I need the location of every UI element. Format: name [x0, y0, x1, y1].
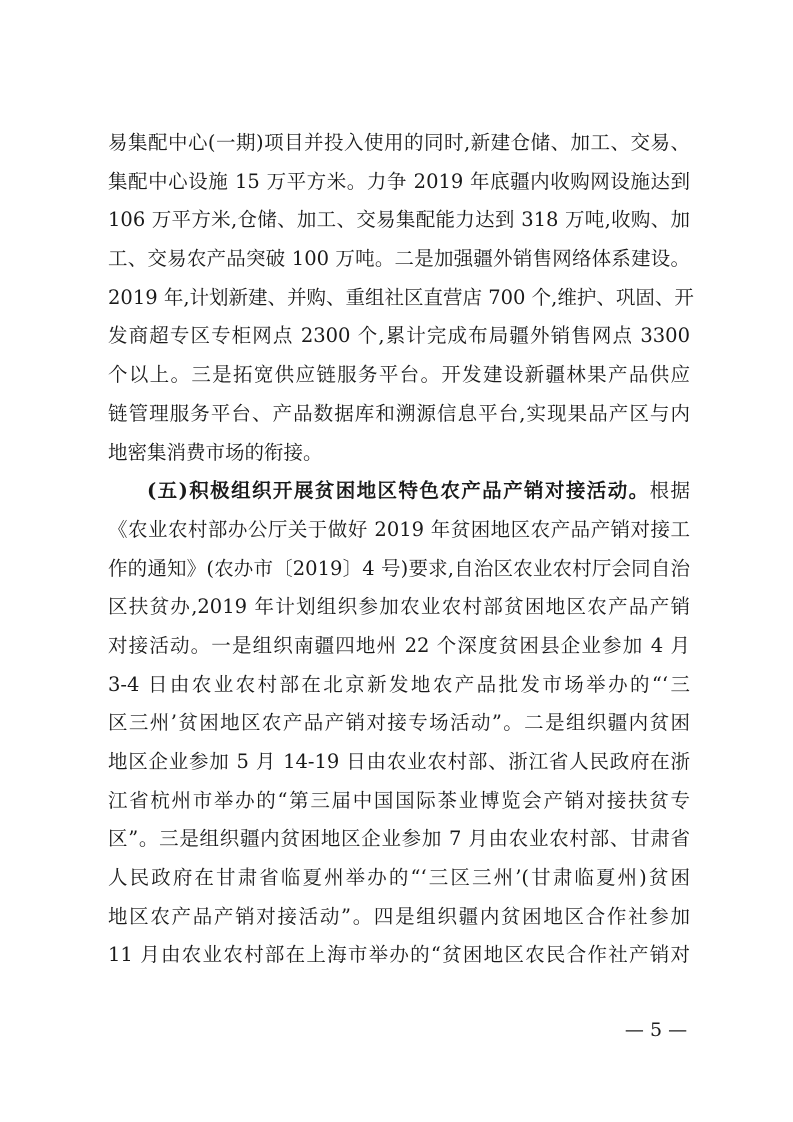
paragraph-line: 集配中心设施 15 万平方米。力争 2019 年底疆内收购网设施达到 [108, 169, 690, 193]
paragraph-line: 2019 年,计划新建、并购、重组社区直营店 700 个,维护、巩固、开 [108, 285, 694, 309]
paragraph-line: 链管理服务平台、产品数据库和溯源信息平台,实现果品产区与内 [108, 401, 690, 425]
paragraph-line: 作的通知》(农办市〔2019〕4 号)要求,自治区农业农村厅会同自治 [108, 556, 690, 580]
paragraph-line: 个以上。三是拓宽供应链服务平台。开发建设新疆林果产品供应 [108, 363, 690, 387]
paragraph-line: 地区企业参加 5 月 14-19 日由农业农村部、浙江省人民政府在浙 [108, 750, 690, 773]
paragraph-line: 区三州’贫困地区农产品产销对接专场活动”。二是组织疆内贫困 [108, 711, 690, 735]
paragraph-line: 工、交易农产品突破 100 万吨。二是加强疆外销售网络体系建设。 [108, 247, 690, 271]
paragraph-line: 江省杭州市举办的“第三届中国国际茶业博览会产销对接扶贫专 [108, 788, 690, 812]
paragraph-line: 3-4 日由农业农村部在北京新发地农产品批发市场举办的“‘三 [108, 672, 690, 696]
paragraph-line: 地密集消费市场的衔接。 [108, 440, 323, 464]
paragraph-line: 区扶贫办,2019 年计划组织参加农业农村部贫困地区农产品产销 [108, 595, 690, 619]
paragraph-line: 区”。三是组织疆内贫困地区企业参加 7 月由农业农村部、甘肃省 [108, 827, 690, 851]
section-heading-tail: 根据 [649, 479, 690, 503]
paragraph-line: 《农业农村部办公厅关于做好 2019 年贫困地区农产品产销对接工 [108, 517, 690, 541]
paragraph-line: 106 万平方米,仓储、加工、交易集配能力达到 318 万吨,收购、加 [108, 208, 690, 232]
paragraph-line: 发商超专区专柜网点 2300 个,累计完成布局疆外销售网点 3300 [108, 324, 690, 348]
body-text [108, 124, 694, 975]
paragraph-line: 易集配中心(一期)项目并投入使用的同时,新建仓储、加工、交易、 [108, 131, 690, 154]
paragraph-line: 对接活动。一是组织南疆四地州 22 个深度贫困县企业参加 4 月 [108, 633, 690, 657]
section-heading-line [108, 472, 690, 511]
paragraph-line: 人民政府在甘肃省临夏州举办的“‘三区三州’(甘肃临夏州)贫困 [108, 866, 690, 890]
paragraph-line: 地区农产品产销对接活动”。四是组织疆内贫困地区合作社参加 [108, 904, 690, 928]
paragraph-line: 11 月由农业农村部在上海市举办的“贫困地区农民合作社产销对 [108, 943, 690, 967]
page-number: — 5 — [624, 1019, 688, 1041]
section-heading: (五)积极组织开展贫困地区特色农产品产销对接活动。 [147, 479, 650, 503]
